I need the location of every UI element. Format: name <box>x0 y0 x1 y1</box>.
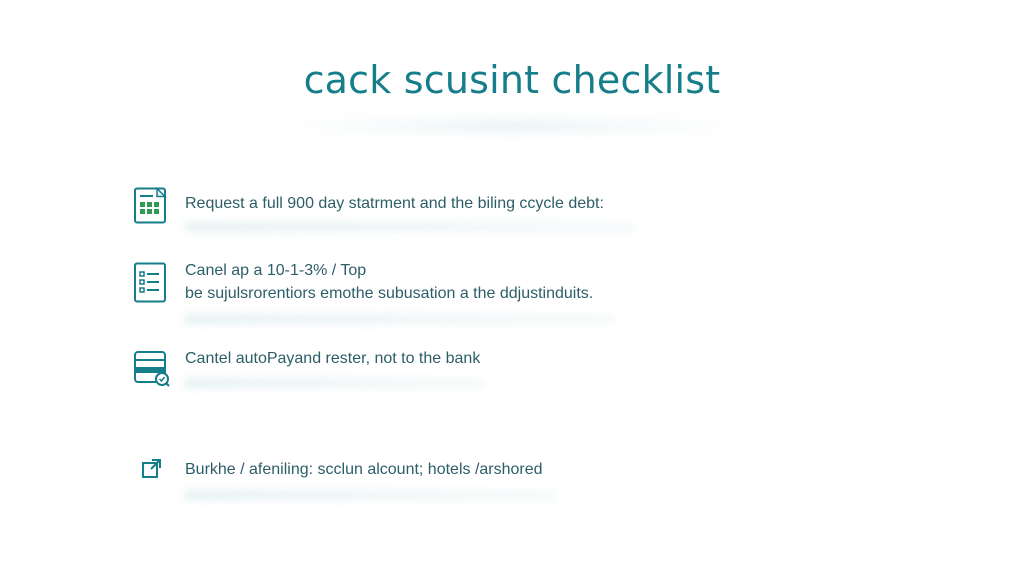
checklist-document-icon <box>133 262 169 302</box>
checklist-item-line: Request a full 900 day statrment and the biling ccycle debt: <box>185 195 604 212</box>
checklist-item-text <box>185 347 480 370</box>
checklist-item-autopay <box>133 350 653 400</box>
spreadsheet-icon <box>133 187 169 227</box>
checklist-item-alcount <box>133 458 653 498</box>
checklist-item-line: be sujulsrorentiors emothe subusation a the ddjustinduits. <box>185 285 594 302</box>
external-link-icon <box>141 458 177 498</box>
text-reflection <box>185 314 615 324</box>
checklist-item-line: Burkhe / afeniling: scclun alcount; hotels /arshored <box>185 461 543 478</box>
text-reflection <box>185 378 485 388</box>
checklist-item-statement <box>133 187 653 237</box>
checklist-item-text <box>185 192 604 215</box>
checklist-item-line: Cantel autoPayand rester, not to the bank <box>185 350 481 367</box>
checklist-item-text <box>185 458 543 481</box>
checklist-item-line: Canel ap a 10-1-3% / Top <box>185 262 367 279</box>
checklist-item-text <box>185 259 593 305</box>
text-reflection <box>185 490 555 500</box>
card-search-icon <box>133 350 169 390</box>
title-reflection <box>285 120 740 132</box>
text-reflection <box>185 222 635 232</box>
checklist-item-cancel <box>133 262 653 332</box>
page-title: cack scusint checklist <box>303 58 721 102</box>
